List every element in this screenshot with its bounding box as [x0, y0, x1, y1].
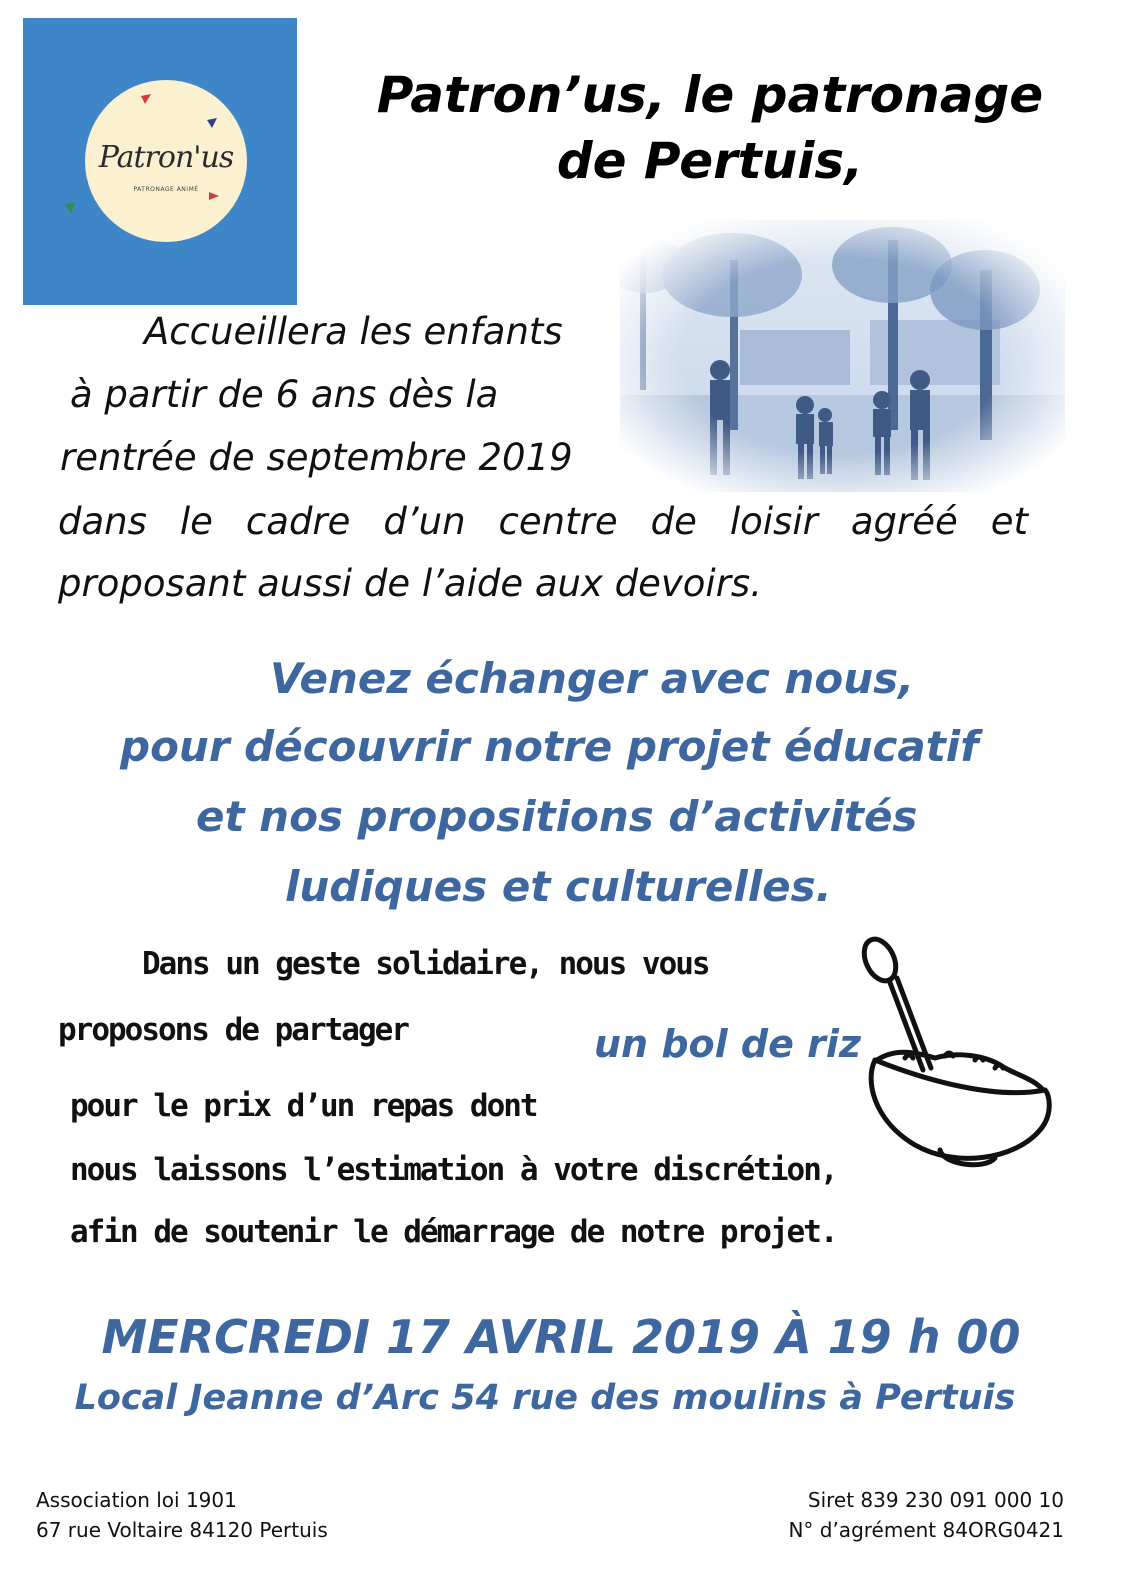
title-line-2: de Pertuis,	[556, 132, 864, 190]
invitation-line-2: pour découvrir notre projet éducatif	[120, 722, 979, 771]
footer-right-line-2: N° d’agrément 84ORG0421	[788, 1518, 1064, 1542]
logo	[23, 18, 297, 305]
title-line-1: Patron’us, le patronage	[376, 66, 1044, 124]
footer-association	[36, 1485, 328, 1545]
footer-left-line-2: 67 rue Voltaire 84120 Pertuis	[36, 1518, 328, 1542]
footer-left-line-1: Association loi 1901	[36, 1488, 237, 1512]
solidarity-line-4: nous laissons l’estimation à votre discrétion,	[70, 1152, 837, 1188]
invitation-line-1: Venez échanger avec nous,	[270, 654, 915, 703]
solidarity-line-2: proposons de partager	[58, 1012, 408, 1048]
logo-name: Patron'us	[98, 140, 234, 175]
intro-line-4: dans le cadre d’un centre de loisir agréé et	[58, 500, 1028, 543]
footer-right-line-1: Siret 839 230 091 000 10	[807, 1488, 1064, 1512]
solidarity-line-1: Dans un geste solidaire, nous vous	[142, 946, 709, 982]
rice-bowl-highlight: un bol de riz	[594, 1022, 861, 1066]
footer-registration	[788, 1485, 1064, 1545]
solidarity-line-3: pour le prix d’un repas dont	[70, 1088, 537, 1124]
event-date: MERCREDI 17 AVRIL 2019 À 19 h 00	[101, 1310, 1021, 1364]
solidarity-line-5: afin de soutenir le démarrage de notre projet.	[70, 1214, 837, 1250]
rice-bowl-icon	[845, 930, 1060, 1185]
logo-subtitle: PATRONAGE ANIMÉ	[133, 186, 199, 193]
invitation-line-4: ludiques et culturelles.	[285, 862, 832, 911]
pennant-flags-icon	[23, 18, 297, 305]
page-title	[330, 62, 1090, 194]
intro-line-5: proposant aussi de l’aide aux devoirs.	[58, 562, 762, 605]
intro-line-3: rentrée de septembre 2019	[60, 436, 573, 479]
event-location: Local Jeanne d’Arc 54 rue des moulins à Pertuis	[74, 1378, 1016, 1418]
intro-line-1: Accueillera les enfants	[144, 310, 563, 353]
invitation-line-3: et nos propositions d’activités	[196, 792, 918, 841]
intro-line-2: à partir de 6 ans dès la	[70, 373, 499, 416]
children-playing-photo	[620, 220, 1065, 492]
